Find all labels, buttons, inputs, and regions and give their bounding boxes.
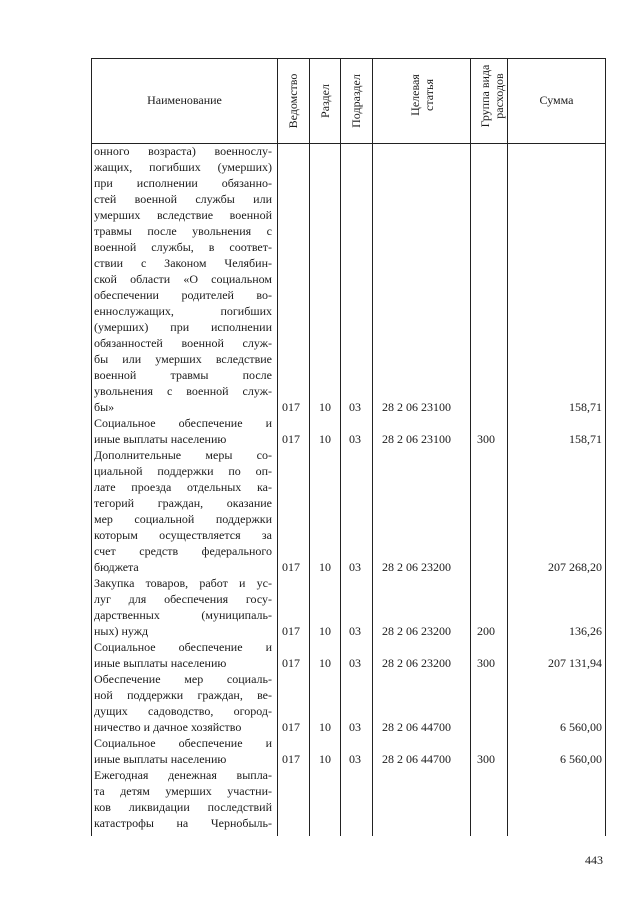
- col-border-4: [372, 58, 373, 836]
- row-group: 300: [477, 656, 495, 670]
- desc-line: ствии с Законом Челябин-: [94, 256, 272, 270]
- row-sum: 158,71: [569, 432, 602, 446]
- desc-line: катастрофы на Чернобыль-: [94, 816, 272, 830]
- header-podrazdel: Подраздел: [349, 74, 363, 128]
- desc-line: дарственных (муниципаль-: [94, 608, 272, 622]
- desc-line: при исполнении обязанно-: [94, 176, 272, 190]
- header-group-line2: расходов: [492, 73, 506, 119]
- header-group-line1: Группа вида: [478, 64, 492, 128]
- row-razdel: 10: [319, 624, 331, 638]
- desc-line: ной поддержки граждан, ве-: [94, 688, 272, 702]
- desc-line: иные выплаты населению: [94, 752, 227, 766]
- row-target: 28 2 06 44700: [382, 720, 451, 734]
- col-border-2: [309, 58, 310, 836]
- row-target: 28 2 06 23100: [382, 400, 451, 414]
- row-podrazdel: 03: [349, 752, 361, 766]
- desc-line: обязанностей военной служ-: [94, 336, 272, 350]
- desc-line: Дополнительные меры со-: [94, 448, 272, 462]
- desc-line: Обеспечение мер социаль-: [94, 672, 272, 686]
- desc-line: Социальное обеспечение и: [94, 416, 272, 430]
- row-vedomstvo: 017: [282, 720, 300, 734]
- desc-line: (умерших) при исполнении: [94, 320, 272, 334]
- desc-line: травмы после увольнения с: [94, 224, 272, 238]
- header-vedomstvo: Ведомство: [286, 73, 300, 129]
- desc-line: онного возраста) военнослу-: [94, 144, 272, 158]
- desc-line: Социальное обеспечение и: [94, 736, 272, 750]
- desc-line: Закупка товаров, работ и ус-: [94, 576, 272, 590]
- desc-line: военной службы, в соответ-: [94, 240, 272, 254]
- row-vedomstvo: 017: [282, 560, 300, 574]
- desc-line: бюджета: [94, 560, 139, 574]
- desc-line: которым осуществляется за: [94, 528, 272, 542]
- row-sum: 136,26: [569, 624, 602, 638]
- row-sum: 207 131,94: [548, 656, 602, 670]
- row-razdel: 10: [319, 560, 331, 574]
- desc-line: умерших вследствие военной: [94, 208, 272, 222]
- desc-line: иные выплаты населению: [94, 656, 227, 670]
- row-target: 28 2 06 44700: [382, 752, 451, 766]
- row-sum: 6 560,00: [560, 752, 602, 766]
- desc-line: Ежегодная денежная выпла-: [94, 768, 272, 782]
- desc-line: бы или умерших вследствие: [94, 352, 272, 366]
- row-razdel: 10: [319, 432, 331, 446]
- header-target-line2: статья: [422, 79, 436, 111]
- desc-line: дущих садоводство, огород-: [94, 704, 272, 718]
- row-sum: 207 268,20: [548, 560, 602, 574]
- desc-line: ской области «О социальном: [94, 272, 272, 286]
- header-target-line1: Целевая: [408, 74, 422, 116]
- row-podrazdel: 03: [349, 624, 361, 638]
- row-vedomstvo: 017: [282, 400, 300, 414]
- col-border-6: [507, 58, 508, 836]
- row-sum: 6 560,00: [560, 720, 602, 734]
- desc-line: стей военной службы или: [94, 192, 272, 206]
- col-border-3: [340, 58, 341, 836]
- desc-line: тегорий граждан, оказание: [94, 496, 272, 510]
- row-sum: 158,71: [569, 400, 602, 414]
- row-group: 300: [477, 752, 495, 766]
- desc-line: лате проезда отдельных ка-: [94, 480, 272, 494]
- row-target: 28 2 06 23100: [382, 432, 451, 446]
- row-vedomstvo: 017: [282, 432, 300, 446]
- header-sum: Сумма: [539, 93, 574, 107]
- row-target: 28 2 06 23200: [382, 656, 451, 670]
- desc-line: та детям умерших участни-: [94, 784, 272, 798]
- desc-line: увольнения с военной служ-: [94, 384, 272, 398]
- desc-line: еннослужащих, погибших: [94, 304, 272, 318]
- desc-line: ничество и дачное хозяйство: [94, 720, 242, 734]
- desc-line: жащих, погибших (умерших): [94, 160, 272, 174]
- desc-line: иные выплаты населению: [94, 432, 227, 446]
- desc-line: обеспечении родителей во-: [94, 288, 272, 302]
- row-vedomstvo: 017: [282, 656, 300, 670]
- col-border-1: [277, 58, 278, 836]
- header-name: Наименование: [147, 93, 222, 107]
- desc-line: ных) нужд: [94, 624, 149, 638]
- desc-line: мер социальной поддержки: [94, 512, 272, 526]
- row-group: 200: [477, 624, 495, 638]
- row-razdel: 10: [319, 720, 331, 734]
- row-podrazdel: 03: [349, 656, 361, 670]
- col-border-5: [470, 58, 471, 836]
- col-border-7: [605, 58, 606, 836]
- col-border-0: [91, 58, 92, 836]
- row-podrazdel: 03: [349, 720, 361, 734]
- desc-line: военной травмы после: [94, 368, 272, 382]
- row-podrazdel: 03: [349, 560, 361, 574]
- desc-line: циальной поддержки по оп-: [94, 464, 272, 478]
- row-razdel: 10: [319, 752, 331, 766]
- row-razdel: 10: [319, 656, 331, 670]
- desc-line: Социальное обеспечение и: [94, 640, 272, 654]
- page-number: 443: [585, 853, 603, 867]
- row-podrazdel: 03: [349, 432, 361, 446]
- row-vedomstvo: 017: [282, 624, 300, 638]
- row-target: 28 2 06 23200: [382, 560, 451, 574]
- row-group: 300: [477, 432, 495, 446]
- row-podrazdel: 03: [349, 400, 361, 414]
- desc-line: бы»: [94, 400, 115, 414]
- desc-line: счет средств федерального: [94, 544, 272, 558]
- row-vedomstvo: 017: [282, 752, 300, 766]
- row-target: 28 2 06 23200: [382, 624, 451, 638]
- table-top-border: [91, 58, 606, 59]
- desc-line: луг для обеспечения госу-: [94, 592, 272, 606]
- desc-line: ков ликвидации последствий: [94, 800, 272, 814]
- row-razdel: 10: [319, 400, 331, 414]
- header-razdel: Раздел: [318, 84, 332, 118]
